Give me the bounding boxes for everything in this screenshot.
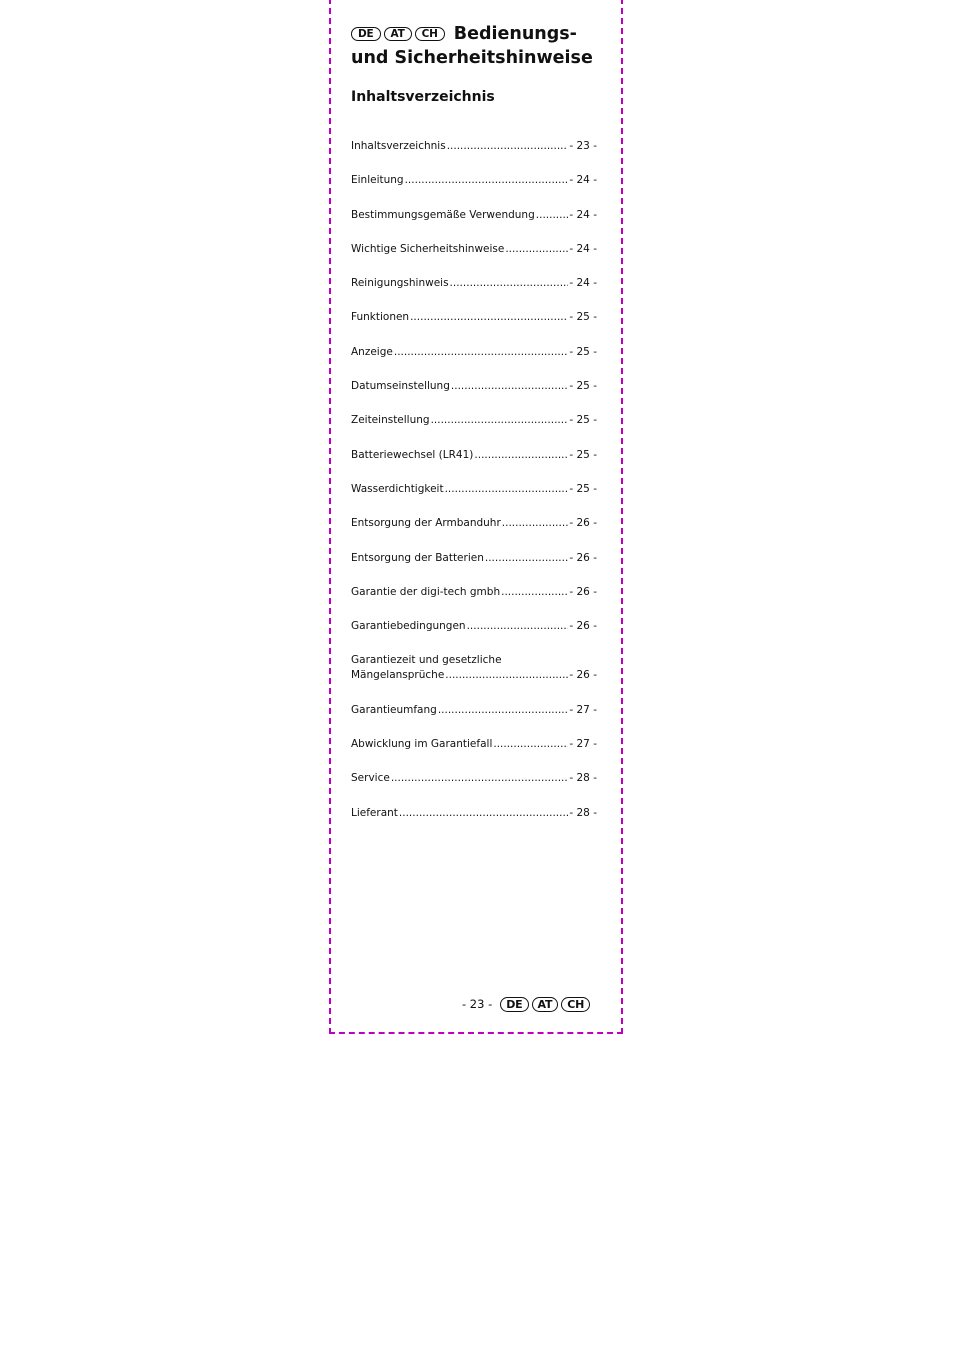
toc-leader-dots [391, 771, 569, 786]
toc-entry-page: - 25 - [569, 414, 597, 427]
toc-entry-page: - 25 - [569, 345, 597, 358]
toc-entry-page: - 24 - [569, 208, 597, 221]
toc-entry-page: - 25 - [569, 311, 597, 324]
toc-entry[interactable] [351, 173, 597, 207]
toc-entry[interactable] [351, 653, 597, 702]
toc-entry-label: Entsorgung der Armbanduhr [351, 517, 501, 530]
toc-entry[interactable] [351, 413, 597, 447]
toc-entry-page: - 28 - [569, 806, 597, 819]
toc-leader-dots [447, 139, 569, 154]
toc-entry-label: Abwicklung im Garantiefall [351, 738, 493, 751]
toc-entry-label: Entsorgung der Batterien [351, 551, 484, 564]
toc-entry[interactable] [351, 619, 597, 653]
country-badge-de: DE [351, 27, 381, 41]
toc-entry-page: - 25 - [569, 448, 597, 461]
toc-leader-dots [505, 242, 568, 257]
title-line-1: Bedienungs- [453, 24, 577, 44]
toc-entry-page: - 26 - [569, 585, 597, 598]
toc-entry-page: - 24 - [569, 174, 597, 187]
toc-leader-dots [450, 276, 569, 291]
toc-entry[interactable] [351, 516, 597, 550]
toc-entry-page: - 27 - [569, 738, 597, 751]
toc-entry-label-line1: Garantiezeit und gesetzliche [351, 654, 502, 667]
toc-leader-dots [410, 310, 568, 325]
country-badge-de: DE [500, 997, 528, 1012]
title-line-2: und Sicherheitshinweise [351, 48, 593, 68]
toc-entry-label: Wichtige Sicherheitshinweise [351, 242, 505, 255]
toc-entry[interactable] [351, 310, 597, 344]
toc-leader-dots [536, 208, 569, 223]
toc-leader-dots [451, 379, 568, 394]
toc-entry[interactable] [351, 448, 597, 482]
toc-entry-label: Zeiteinstellung [351, 414, 430, 427]
country-badge-ch: CH [561, 997, 590, 1012]
toc-entry-label: Lieferant [351, 806, 398, 819]
toc-entry-label: Garantiebedingungen [351, 620, 466, 633]
toc-entry-page: - 24 - [569, 277, 597, 290]
toc-entry[interactable] [351, 703, 597, 737]
toc-entry[interactable] [351, 208, 597, 242]
toc-entry[interactable] [351, 551, 597, 585]
toc-leader-dots [485, 551, 569, 566]
toc-leader-dots [445, 482, 569, 497]
toc-entry-label: Mängelansprüche [351, 669, 445, 682]
toc-leader-dots [438, 703, 569, 718]
toc-entry[interactable] [351, 242, 597, 276]
toc-entry-page: - 28 - [569, 772, 597, 785]
toc-entry-page: - 26 - [569, 551, 597, 564]
toc-entry[interactable] [351, 585, 597, 619]
toc-entry[interactable] [351, 482, 597, 516]
toc-entry-label: Anzeige [351, 345, 393, 358]
toc-leader-dots [493, 737, 568, 752]
toc-entry-label: Einleitung [351, 174, 404, 187]
toc-entry[interactable] [351, 276, 597, 310]
toc-entry[interactable] [351, 379, 597, 413]
toc-entry-label: Service [351, 772, 390, 785]
toc-leader-dots [501, 585, 568, 600]
toc-entry-label: Datumseinstellung [351, 380, 450, 393]
table-of-contents [351, 139, 597, 840]
toc-entry[interactable] [351, 139, 597, 173]
toc-entry[interactable] [351, 345, 597, 379]
country-badge-ch: CH [415, 27, 445, 41]
toc-heading: Inhaltsverzeichnis [351, 89, 495, 105]
page-title [351, 22, 601, 70]
toc-entry-page: - 26 - [569, 517, 597, 530]
toc-entry-label: Funktionen [351, 311, 410, 324]
toc-leader-dots [467, 619, 569, 634]
toc-entry[interactable] [351, 806, 597, 840]
toc-leader-dots [474, 448, 568, 463]
toc-entry[interactable] [351, 737, 597, 771]
toc-leader-dots [431, 413, 569, 428]
toc-leader-dots [394, 345, 569, 360]
toc-entry-page: - 26 - [569, 669, 597, 682]
country-badge-at: AT [384, 27, 412, 41]
toc-leader-dots [405, 173, 569, 188]
toc-entry-page: - 25 - [569, 380, 597, 393]
toc-entry[interactable] [351, 771, 597, 805]
toc-entry-label: Inhaltsverzeichnis [351, 140, 446, 152]
toc-entry-label: Garantie der digi-tech gmbh [351, 585, 501, 598]
toc-entry-page: - 27 - [569, 703, 597, 716]
toc-entry-label: Bestimmungsgemäße Verwendung [351, 208, 535, 221]
page-number: - 23 - [462, 997, 493, 1011]
toc-entry-label: Garantieumfang [351, 703, 437, 716]
toc-entry-page: - 25 - [569, 482, 597, 495]
toc-entry-label: Batteriewechsel (LR41) [351, 448, 474, 461]
toc-entry-label: Reinigungshinweis [351, 277, 449, 290]
page-footer [462, 996, 593, 1012]
toc-leader-dots [399, 806, 568, 821]
toc-entry-page: - 24 - [569, 242, 597, 255]
toc-entry-label: Wasserdichtigkeit [351, 482, 444, 495]
toc-leader-dots [445, 668, 568, 683]
toc-leader-dots [502, 516, 569, 531]
country-badge-at: AT [532, 997, 559, 1012]
toc-entry-page: - 26 - [569, 620, 597, 633]
toc-entry-page: - 23 - [569, 140, 597, 152]
